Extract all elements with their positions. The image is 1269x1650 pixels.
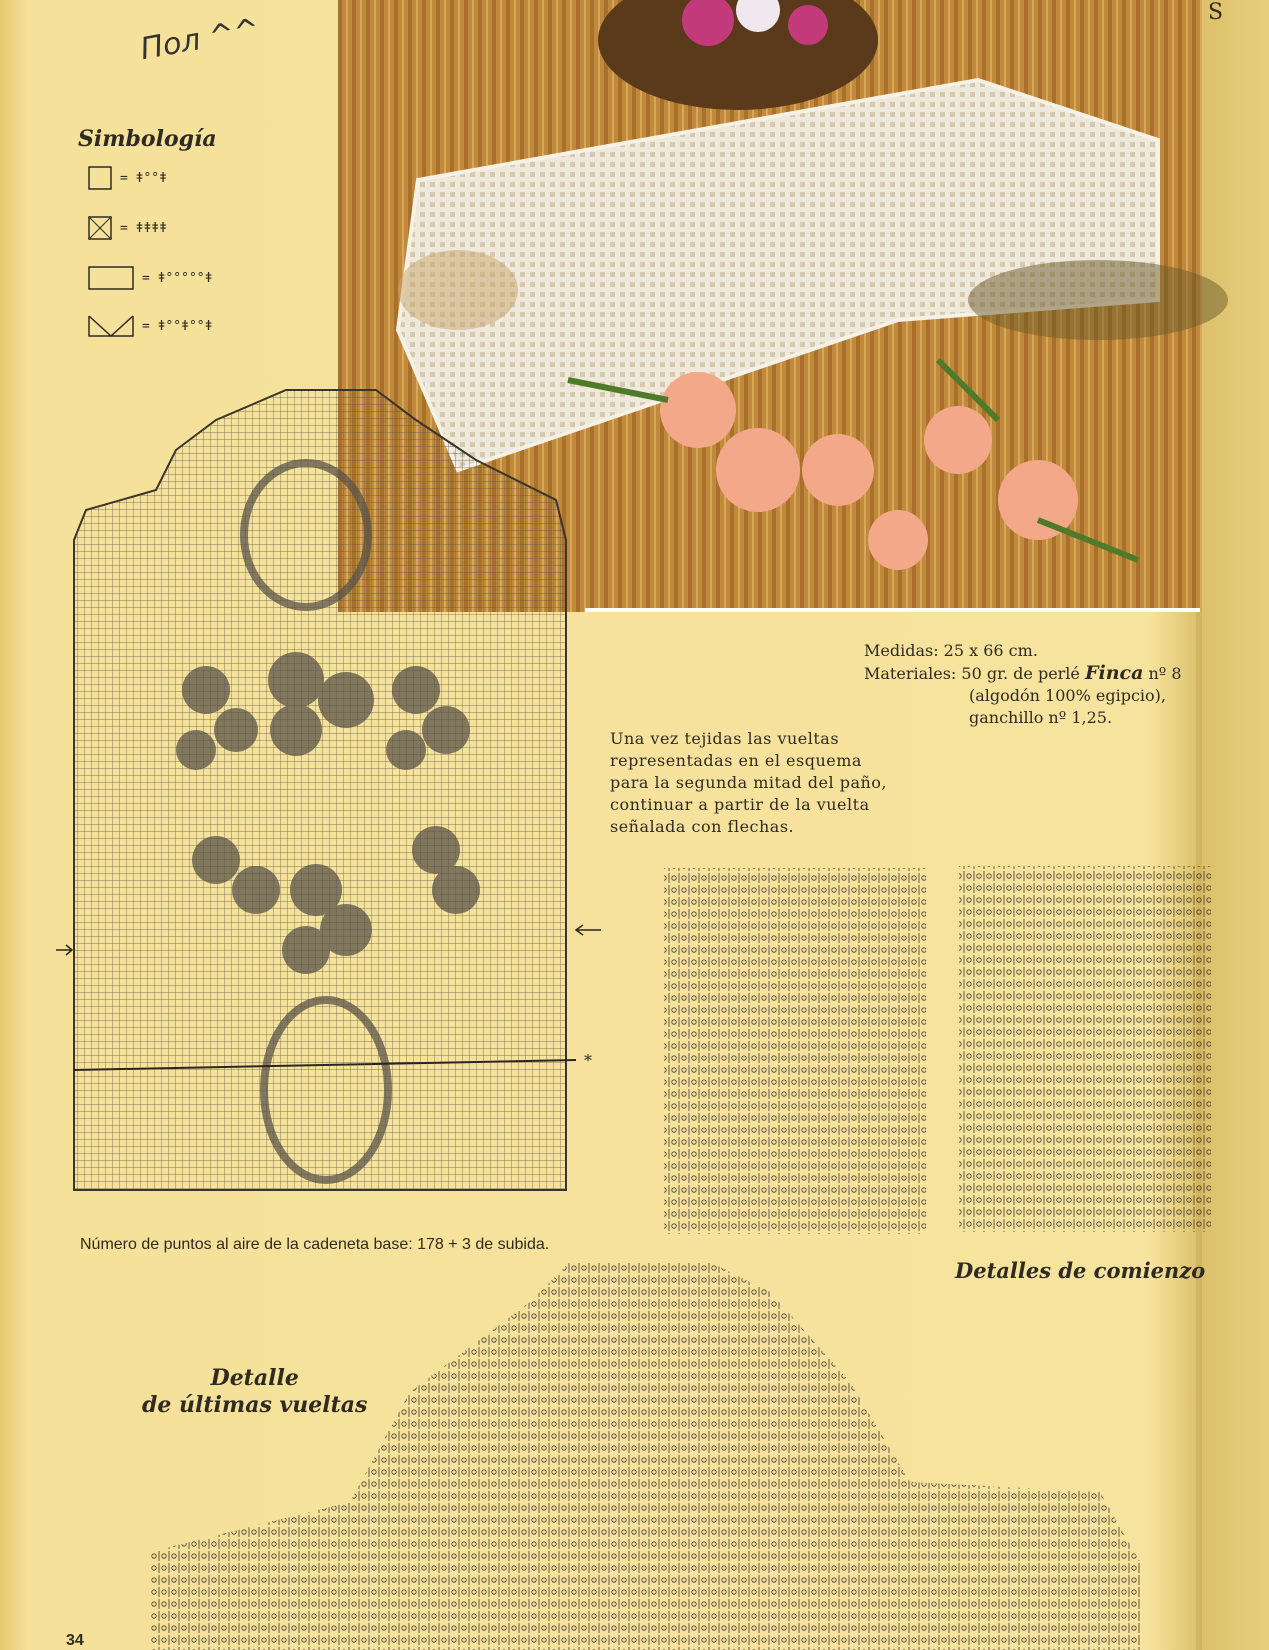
yarn-number: nº 8: [1148, 664, 1182, 683]
legend-item-wide: [88, 266, 212, 290]
detail-last-line2: de últimas vueltas: [142, 1392, 368, 1418]
measurements-block: [864, 640, 1182, 729]
instruction-note: Una vez tejidas las vueltas representadas en el esquema para la segunda mitad del paño, continuar a partir de la vuelta señalada con flechas.: [610, 729, 887, 836]
page-number: 34: [66, 1632, 84, 1649]
legend-item-open: [88, 166, 167, 190]
detail-start-heading: Detalles de comienzo: [955, 1258, 1206, 1283]
brand-name: Finca: [1084, 662, 1144, 684]
next-page-edge-text: S: [1208, 0, 1224, 25]
arrow-right-icon: [576, 925, 601, 935]
legend-meaning: = ǂ°°ǂ°°ǂ: [142, 318, 213, 334]
v-bar-icon: [88, 314, 134, 338]
wide-rectangle-icon: [88, 266, 134, 290]
main-filet-chart: [56, 390, 656, 1220]
legend-meaning: = ǂǂǂǂ: [120, 220, 167, 236]
legend-item-v: [88, 314, 212, 338]
crossed-square-icon: [88, 216, 112, 240]
start-detail-chart-left: [660, 860, 930, 1240]
size-text: Medidas: 25 x 66 cm.: [864, 641, 1038, 660]
materials-label: Materiales: 50 gr. de perlé: [864, 664, 1080, 683]
legend-item-crossed: [88, 216, 167, 240]
handwritten-note: Пол ^^: [137, 11, 263, 68]
start-detail-chart-right: [955, 858, 1215, 1238]
photo-shadow-edge: [585, 560, 1200, 612]
detail-last-heading: [142, 1365, 367, 1419]
hook-text: ganchillo nº 1,25.: [969, 708, 1113, 727]
materials-line: [864, 662, 1182, 685]
legend-meaning: = ǂ°°ǂ: [120, 170, 167, 186]
legend-meaning: = ǂ°°°°°ǂ: [142, 270, 213, 286]
base-chain-count: Número de puntos al aire de la cadeneta base: 178 + 3 de subida.: [80, 1236, 550, 1253]
cotton-text: (algodón 100% egipcio),: [969, 686, 1166, 705]
last-rows-chart: [150, 1262, 1150, 1650]
open-square-icon: [88, 166, 112, 190]
arrow-left-icon: [56, 945, 72, 955]
detail-last-line1: Detalle: [210, 1365, 299, 1391]
asterisk-marker: *: [584, 1051, 592, 1070]
legend-title: Simbología: [78, 126, 217, 152]
